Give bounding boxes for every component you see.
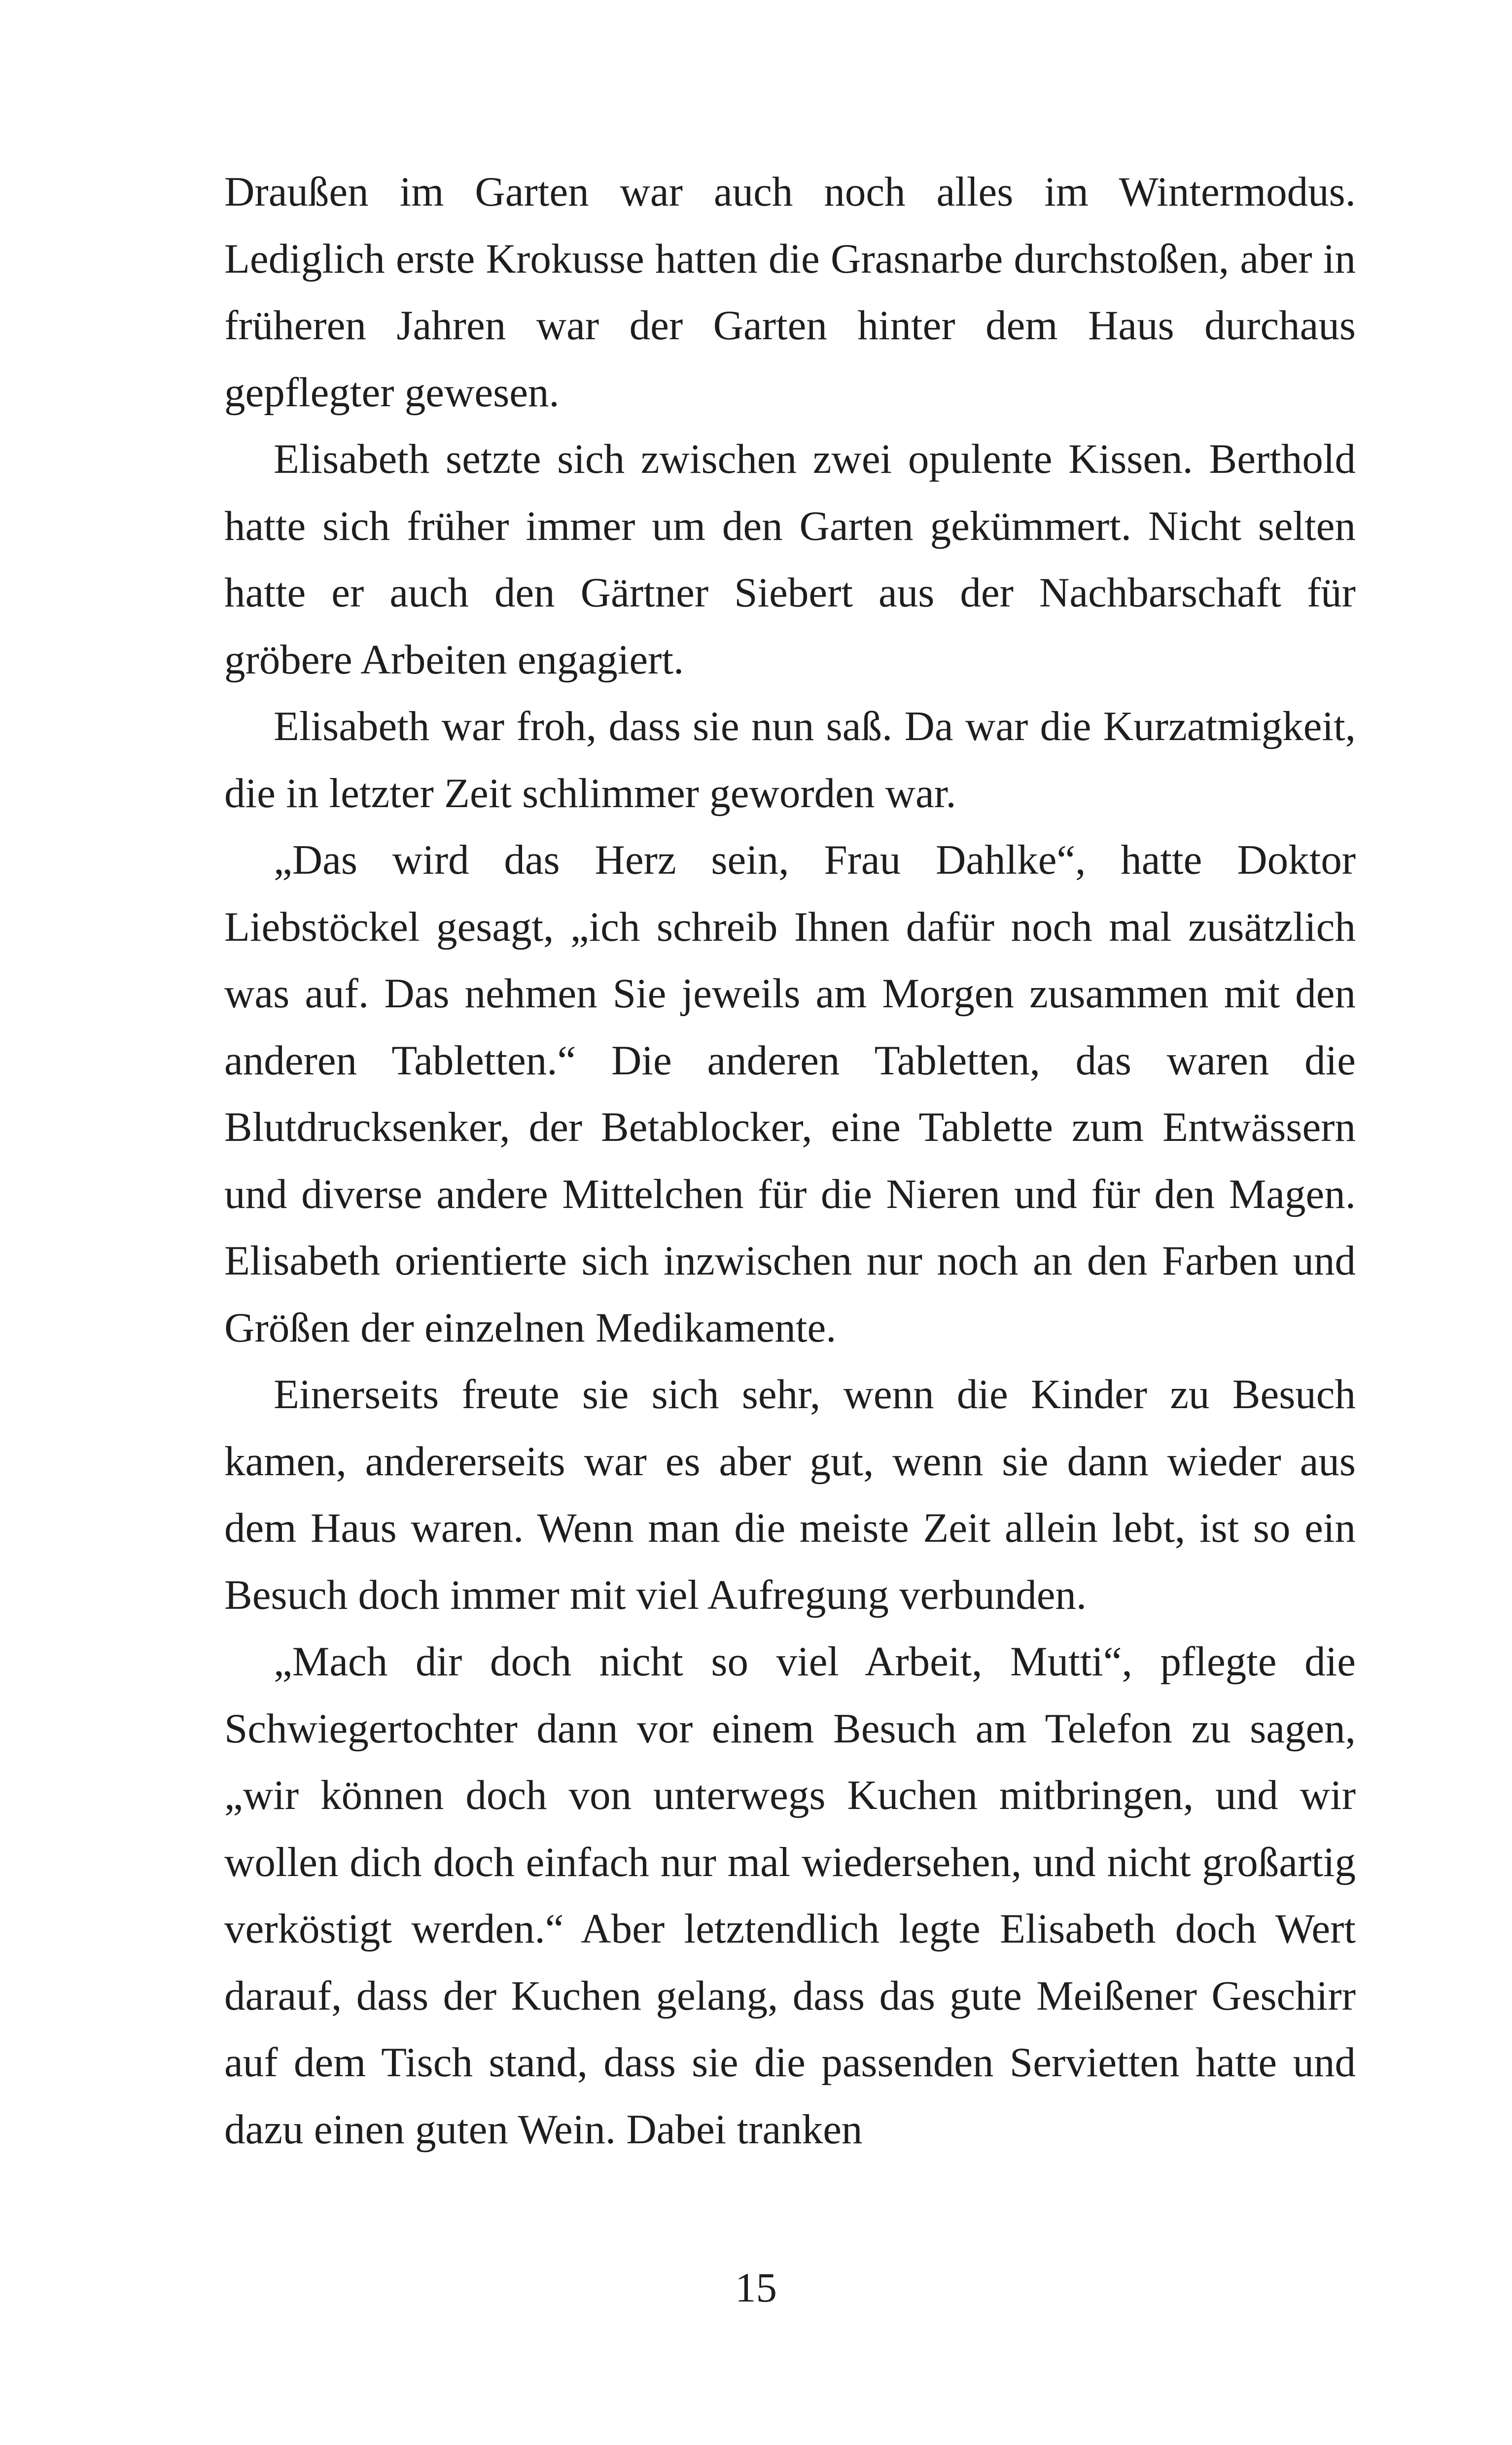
paragraph-3: Elisabeth war froh, dass sie nun saß. Da war die Kurzatmigkeit, die in letzter Zeit schlimmer geworden war.: [224, 703, 1356, 816]
paragraph-1: Draußen im Garten war auch noch alles im Wintermodus. Lediglich erste Krokusse hatten die Grasnarbe durchstoßen, aber in früheren Jahren war der Garten hinter dem Haus durchaus gepflegter gewesen.: [224, 169, 1356, 416]
paragraph-4: „Das wird das Herz sein, Frau Dahlke“, hatte Doktor Liebstöckel gesagt, „ich schreib Ihnen dafür noch mal zusätzlich was auf. Das nehmen Sie jeweils am Morgen zusammen mit den anderen Tabletten.“ Die anderen Tabletten, das waren die Blutdrucksenker, der Betablocker, eine Tablette zum Entwässern und diverse andere Mittelchen für die Nieren und für den Magen. Elisabeth orientierte sich inzwischen nur noch an den Farben und Größen der einzelnen Medikamente.: [224, 837, 1356, 1351]
paragraph-2: Elisabeth setzte sich zwischen zwei opulente Kissen. Berthold hatte sich früher immer um den Garten gekümmert. Nicht selten hatte er auch den Gärtner Siebert aus der Nachbarschaft für gröbere Arbeiten engagiert.: [224, 436, 1356, 683]
paragraph-6: „Mach dir doch nicht so viel Arbeit, Mutti“, pflegte die Schwiegertochter dann vor einem Besuch am Telefon zu sagen, „wir können doch von unterwegs Kuchen mitbringen, und wir wollen dich doch einfach nur mal wiedersehen, und nicht großartig verköstigt werden.“ Aber letztendlich legte Elisabeth doch Wert darauf, dass der Kuchen gelang, dass das gute Meißener Geschirr auf dem Tisch stand, dass sie die passenden Servietten hatte und dazu einen guten Wein. Dabei tranken: [224, 1638, 1356, 2153]
paragraph-5: Einerseits freute sie sich sehr, wenn die Kinder zu Besuch kamen, andererseits war es aber gut, wenn sie dann wieder aus dem Haus waren. Wenn man die meiste Zeit allein lebt, ist so ein Besuch doch immer mit viel Aufregung verbunden.: [224, 1371, 1356, 1618]
page-number: 15: [735, 2265, 777, 2311]
page-text-body: [224, 159, 1356, 2163]
